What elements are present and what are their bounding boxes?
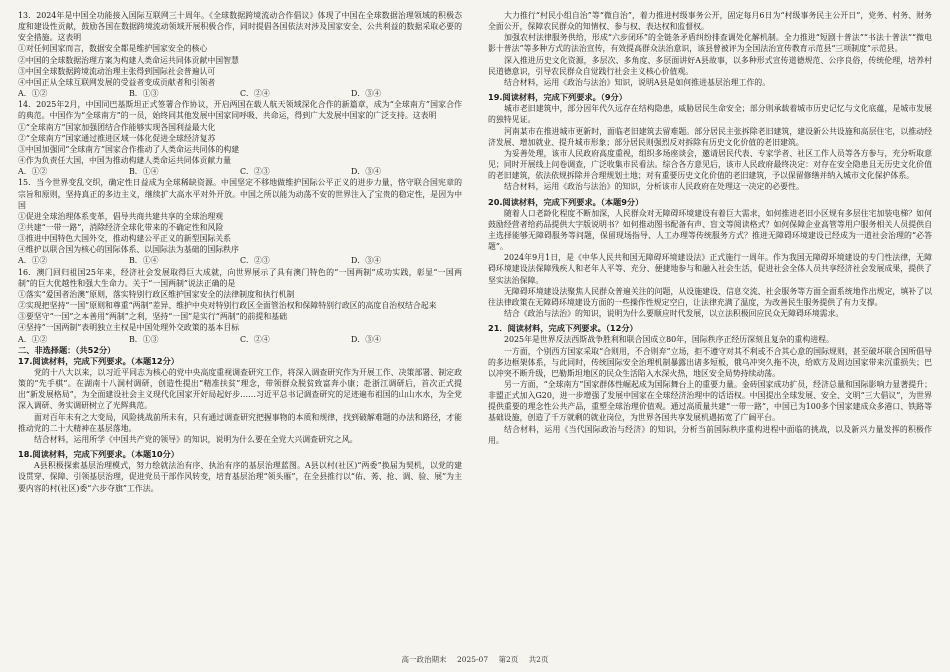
q21-prompt: 结合材料，运用《当代国际政治与经济》的知识，分析当前国际秩序重构进程中面临的挑战，以及新兴力量发挥的积极作用。 <box>488 424 932 445</box>
q15-item-4: ④维护以联合国为核心的国际体系、以国际法为基础的国际秩序 <box>18 245 239 255</box>
q14-stem: 14．2025年2月，中国同巴基斯坦正式签署合作协议，开启两国在载人航天领域深化合作的新篇章，成为“全球南方”国家合作的典范。中国作为“全球南方”的一员，始终同其他发展中国家同呼吸、共命运，得到广大发展中国家的广泛支持。这表明 <box>18 100 462 121</box>
q18-prompt: 结合材料，运用《政治与法治》知识，说明A县是如何推进基层治理工作的。 <box>504 77 771 87</box>
q14-item-2: ②“全球南方”国家通过推进区域一体化促进全球经济复苏 <box>18 133 216 143</box>
q18-paragraph-3: 加强农村法律服务供给，形成“六步闭环”的全链条矛盾纠纷排查调处化解机制。全力推进“短剧十普法”“书法十普法”“微电影十普法”等多种方式的法治宣传，有效提高群众法治意识，该县曾被评为全国法治宣传教育示范县“三项制度”示范县。 <box>488 33 932 54</box>
q16-stem: 16．澳门回归祖国25年来，经济社会发展取得巨大成就，向世界展示了具有澳门特色的“一国两制”成功实践，彰显“一国两制”的巨大优越性和强大生命力。关于“一国两制”说法正确的是 <box>18 267 462 288</box>
q15-item-1: ①促进全球治理体系变革，倡导共商共建共享的全球治理观 <box>18 211 224 221</box>
q18-heading: 18.阅读材料，完成下列要求。（本题10分） <box>18 449 179 460</box>
q16-option-c: C．②④ <box>240 334 270 344</box>
q15-item-2: ②共建“一带一路”，消除经济全球化带来的不确定性和风险 <box>18 222 224 232</box>
q15-options <box>18 255 462 266</box>
q19-prompt: 结合材料，运用《政治与法治》的知识，分析该市人民政府在处理这一决定的必要性。 <box>504 182 804 192</box>
q20-paragraph-1: 随着人口老龄化程度不断加深，人民群众对无障碍环境建设有着巨大需求，如何推进老旧小区规有多层住宅加装电梯？如何鼓励经营者给药品提供大字版说明书？如何推动图书配备有声、盲文等阅读格式？如何保障企业高管等用户服务相关人员提供自主选择能够无障碍服务等问题，保留现场指导、人工办理等传统服务方式？推进无障碍环境建设已经成为一道社会治理的“必答题”。 <box>488 208 932 252</box>
q15-option-b: B．①④ <box>129 256 159 266</box>
left-column <box>18 10 462 646</box>
q21-paragraph-3: 另一方面，“全球南方”国家群体性崛起成为国际舞台上的重要力量。金砖国家成功扩员，经济总量和国际影响力显著提升；非盟正式加入G20，进一步增强了发展中国家在全球经济治理中的话语权。中国提出全球发展、安全、文明“三大倡议”，为世界提供重要的理念性公共产品，重塑全球治理价值观。通过高质量共建“一带一路”，中国已为100多个国家建成众多港口、铁路等基础设施，创造了千万就剩的就业岗位，为世界各国共享发展机遇拓宽了广阔平台。 <box>488 380 932 423</box>
q13-option-b: B．①③ <box>129 89 159 99</box>
q20-paragraph-2: 2024年9月1日，是《中华人民共和国无障碍环境建设法》正式施行一周年。作为我国无障碍环境建设的专门性法律，无障碍环境建设法保障残疾人和老年人平等、充分、便捷地参与和融入社会生活，促进社会全体人员共享经济社会发展成果，提供了坚实法治保障。 <box>488 253 932 285</box>
right-column <box>488 10 932 646</box>
q14-item-4: ④作为负责任大国，中国为推动构建人类命运共同体贡献力量 <box>18 156 232 166</box>
q14-option-a: A．①② <box>18 167 48 177</box>
q20-paragraph-3: 无障碍环境建设法聚焦人民群众普遍关注的问题，从设施建设、信息交流、社会服务等方面全面系统地作出规定，填补了以往法律政策在无障碍环境建设方面的一些操作性规定空白，让法律充满了温度，为改善民生服务提供了有力支撑。 <box>488 286 932 307</box>
q13-option-d: D．③④ <box>351 89 381 99</box>
q21-paragraph-1: 2025年是世界反法西斯战争胜利和联合国成立80年，国际秩序正经历深刻且复杂的重构进程。 <box>504 335 834 345</box>
q19-paragraph-2: 河南某市在推进城市更新时，面临老旧建筑去留难题。部分居民主张拆除老旧建筑，建设新公共设施和高层住宅，以推动经济发展、增加就业、提升城市形象；部分居民则强烈反对拆除有历史文化价值的老旧建筑。 <box>488 126 932 147</box>
q13-option-a: A．①② <box>18 89 48 99</box>
q13-item-4: ④中国正从全球互联网发展的受益者变成贡献者和引领者 <box>18 77 216 87</box>
q15-item-3: ③推进中国特色大国外交，推动构建公平正义的新型国际关系 <box>18 234 232 244</box>
footer-page: 第2页 <box>498 655 519 664</box>
q14-option-b: B．①④ <box>129 167 159 177</box>
section-2-heading: 二、非选择题：（共52分） <box>18 344 116 355</box>
footer-date: 2025-07 <box>456 655 489 664</box>
q18-paragraph-2: 大力推行“村民小组自治”等“微自治”，着力推进村级事务公开，固定每月6日为“村级事务民主公开日”，党务、村务、财务全面公开，保障农民群众的知情权、参与权、表达权和监督权。 <box>488 11 932 32</box>
q16-item-3: ③要坚守“一国”之本善用“两制”之利，坚持“一国”是实行“两制”的前提和基础 <box>18 312 287 322</box>
q18-paragraph-4: 深入推进历史文化资源，多层次、多角度、多层面讲好A县故事，以多种形式宣传道德规范、公序良俗，传统伦理，培养村民道德意识，引导农民群众自觉践行社会主义核心价值观。 <box>488 55 932 76</box>
footer-total: 共2页 <box>528 655 549 664</box>
q18-paragraph-1: A县积极探索基层治理模式，努力绘就法治有序、执治有序的基层治理蓝图。A县以村(社区)“两委”换届为契机，以党的建设贯穿、保障、引领基层治理，促进党员干部作风转变，培育基层治理“领头雁”，在全县推行以“佑、莠、抢、调、验、展”为主要内容的村(社区)委“六步夺旗”工作法。 <box>18 461 462 493</box>
page-footer <box>0 654 950 665</box>
q16-item-2: ②实现把坚持“一国”原则和尊重“两制”差异、维护中央对特别行政区全面管治权和保障特别行政区的高度自治权结合起来 <box>18 301 437 311</box>
q13-stem: 13．2024年是中国全功能接入国际互联网三十周年。《全球数据跨境流动合作倡议》体现了中国在全球数据治理领域的积极态度和建设性贡献，鼓励各国在数据跨境流动领域开展积极合作，同时提倡各国依法对涉及国家安全、公共利益的数据采取必要的安全措施。这表明 <box>18 11 462 43</box>
q15-stem: 15．当今世界变乱交织，确定性日益成为全球稀缺资源。中国坚定不移地做维护国际公平正义的进步力量，恪守联合国宪章的宗旨和原则，坚持真正的多边主义，继续扩大高水平对外开放。中国之所以能为动荡不安的世界注入了宝贵的稳定性，是因为中国 <box>18 178 462 210</box>
q15-option-a: A．①② <box>18 256 48 266</box>
q19-heading: 19.阅读材料，完成下列要求。（9分） <box>488 92 627 103</box>
q14-item-1: ①“全球南方”国家加强团结合作能够实现各国利益最大化 <box>18 122 216 132</box>
footer-subject: 高一政治期末 <box>401 655 447 664</box>
q21-paragraph-2: 一方面，个别西方国家采取“合则用，不合则弃”立场，拒不遵守对其不利或不合其心意的国际规则，甚至破坏联合国所倡导的多边框架体系，与此同时，传统国际安全治理机制暴露出诸多短板，俄乌冲突久拖不决，给欧方及周边国家带来沉重损失；巴以冲突不断升级，巴勒斯坦地区的民众生活陷入水深火热，地区安全局势持续动荡。 <box>488 346 932 378</box>
q17-prompt: 结合材料，运用所学《中国共产党的领导》的知识，说明为什么要在全党大兴调查研究之风。 <box>34 434 358 444</box>
q19-paragraph-3: 为妥善处理，该市人民政府高度重视，组织多场座谈会，邀请居民代表、专家学者、社区工作人员等各方参与，充分听取意见；同时开展线上问卷调查，广泛收集市民看法。综合各方意见后，该市人民政府最终决定：对存在安全隐患且无历史文化价值的老旧建筑，依法依规拆除并合理规划土地；对有重要历史文化价值的老旧建筑，予以保留修缮并纳入城市文化保护体系。 <box>488 148 932 181</box>
q15-option-d: D．③④ <box>351 256 381 266</box>
q13-item-2: ②中国的全球数据治理方案为构建人类命运共同体贡献中国智慧 <box>18 55 239 65</box>
q14-option-d: D．③④ <box>351 167 381 177</box>
q14-options <box>18 166 462 177</box>
q13-item-3: ③中国全球数据跨境流动治理主张得到国际社会普遍认可 <box>18 66 216 76</box>
q13-option-c: C．②④ <box>240 89 270 99</box>
q14-option-c: C．②③ <box>240 167 270 177</box>
q16-option-b: B．①③ <box>129 334 159 344</box>
q20-heading: 20.阅读材料，完成下列要求。（本题9分） <box>488 196 644 207</box>
q17-paragraph-2: 面对百年未有之大变局，风险挑战前所未有，只有通过调查研究把握事物的本质和规律，找到破解难题的办法和路径，才能推动党的二十大精神在基层落地。 <box>18 412 462 433</box>
q17-paragraph-1: 党的十八大以来，以习近平同志为核心的党中央高度重视调查研究工作，将深入调查研究作为开展工作、决策部署、制定政策的“先手棋”。在湖南十八洞村调研，创造性提出“精准扶贫”理念，带领群众脱贫致富奔小康；赴浙江调研后，首次正式提出“新发展格局”，为全面建设社会主义现代化国家开好局起好步……习近平总书记调查研究的足迹遍布祖国的山山水水，为全党深入调研、务实调研树立了光辉典范。 <box>18 368 462 411</box>
q19-paragraph-1: 城市老旧建筑中，部分因年代久远存在结构隐患，威胁居民生命安全；部分则承载着城市历史记忆与文化底蕴，是城市发展的独特见证。 <box>488 104 932 125</box>
q15-option-c: C．②③ <box>240 256 270 266</box>
q16-item-1: ①落实“爱国者治澳”原则，落实特别行政区维护国家安全的法律制度和执行机制 <box>18 289 295 299</box>
q14-item-3: ③中国加强同“全球南方”国家合作推动了人类命运共同体的构建 <box>18 144 240 154</box>
q16-item-4: ④坚持“一国两制”表明独立主权是中国处理外交政策的基本目标 <box>18 323 240 333</box>
q17-heading: 17.阅读材料，完成下列要求。（本题12分） <box>18 355 179 366</box>
q13-item-1: ①对任何国家而言，数据安全都是维护国家安全的核心 <box>18 44 208 54</box>
q13-options <box>18 88 462 99</box>
q21-heading: 21．阅读材料，完成下列要求。（12分） <box>488 323 638 334</box>
q16-option-a: A．①② <box>18 334 48 344</box>
q16-options <box>18 334 462 345</box>
q16-option-d: D．③④ <box>351 334 381 344</box>
q20-prompt: 结合《政治与法治》的知识，说明为什么要顺应时代发展，以立法积极回应民众无障碍环境需求。 <box>504 309 844 319</box>
